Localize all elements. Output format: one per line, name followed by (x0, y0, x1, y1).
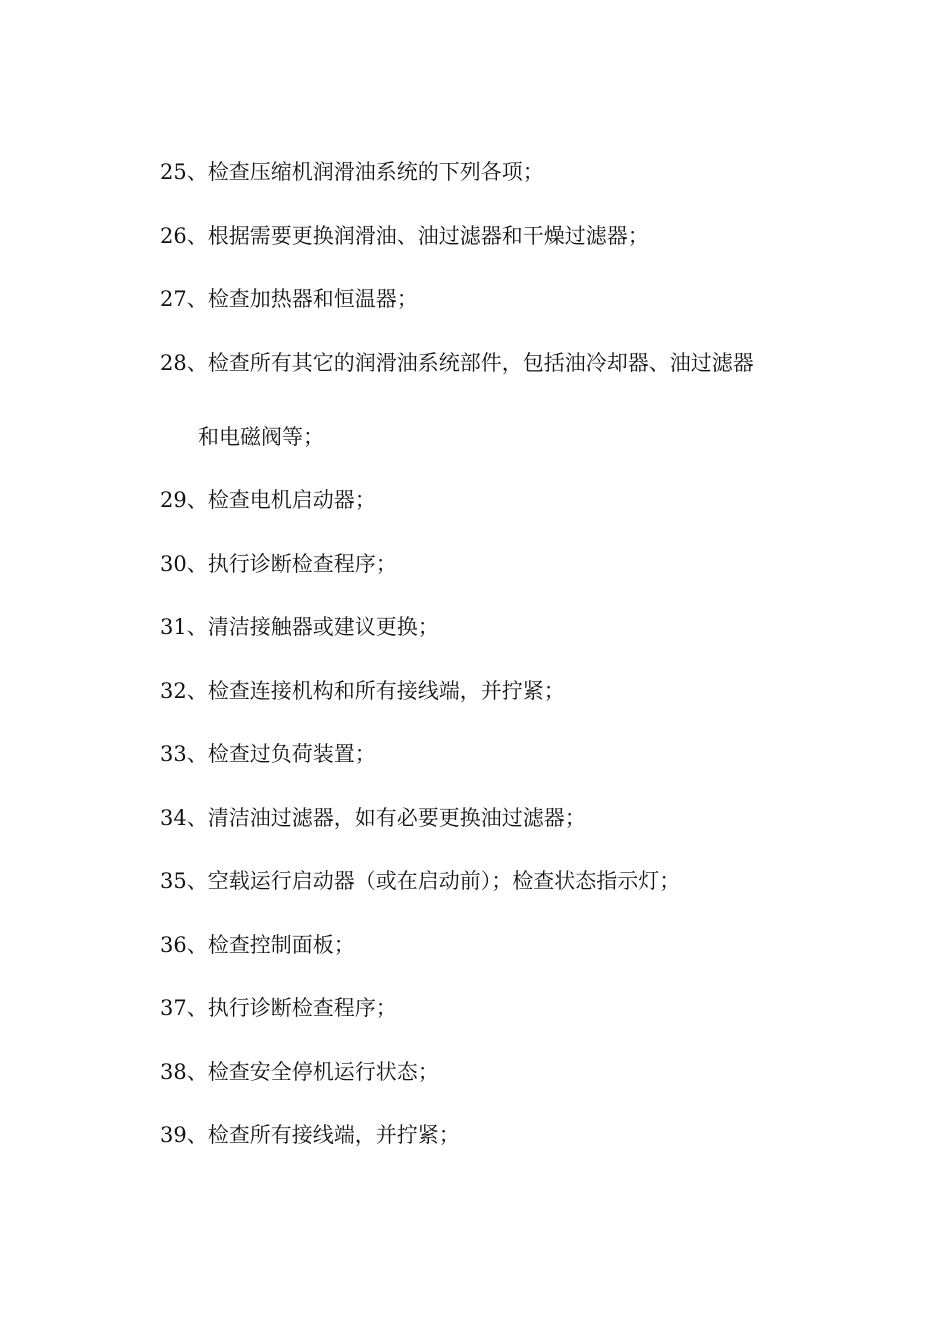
list-item-text: 35、空载运行启动器（或在启动前）；检查状态指示灯； (160, 869, 681, 893)
list-item-continuation: 和电磁阀等； (198, 424, 324, 449)
list-item-text: 28、检查所有其它的润滑油系统部件，包括油冷却器、油过滤器 (160, 350, 754, 375)
list-item (160, 220, 860, 252)
list-item (160, 802, 860, 834)
list-item-text: 27、检查加热器和恒温器； (160, 287, 418, 311)
list-item-text: 32、检查连接机构和所有接线端，并拧紧； (160, 678, 565, 703)
list-item (160, 611, 860, 643)
list-item-text: 25、检查压缩机润滑油系统的下列各项； (160, 160, 544, 184)
list-item (160, 548, 860, 580)
list-item (160, 347, 860, 453)
list-item-text: 39、检查所有接线端，并拧紧； (160, 1123, 460, 1147)
list-item (160, 1119, 860, 1151)
list-item-text: 31、清洁接触器或建议更换； (160, 615, 439, 639)
list-item (160, 929, 860, 961)
list-item-text: 33、检查过负荷装置； (160, 742, 376, 766)
list-item-text: 29、检查电机启动器； (160, 488, 376, 512)
list-item (160, 484, 860, 516)
list-item-text: 38、检查安全停机运行状态； (160, 1059, 439, 1084)
list-item-text: 37、执行诊断检查程序； (160, 996, 397, 1020)
list-item-text: 26、根据需要更换润滑油、油过滤器和干燥过滤器； (160, 223, 649, 248)
list-item (160, 675, 860, 707)
list-item (160, 738, 860, 770)
list-item-text: 34、清洁油过滤器，如有必要更换油过滤器； (160, 805, 586, 830)
maintenance-checklist (160, 156, 860, 1151)
list-item (160, 283, 860, 315)
list-item (160, 156, 860, 188)
list-item (160, 865, 860, 897)
list-item (160, 992, 860, 1024)
list-item-text: 36、检查控制面板； (160, 932, 355, 957)
list-item (160, 1056, 860, 1088)
list-item-text: 30、执行诊断检查程序； (160, 551, 397, 576)
